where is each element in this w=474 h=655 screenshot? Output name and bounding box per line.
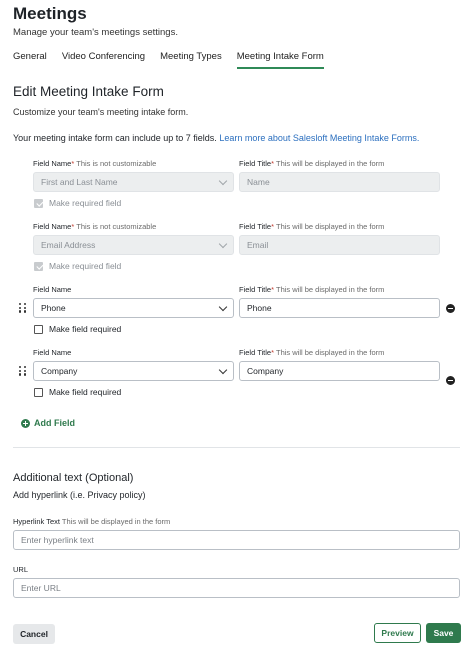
drag-handle-icon[interactable]	[19, 303, 27, 313]
field-title-label: Field Title* This will be displayed in the form	[239, 348, 385, 357]
chevron-down-icon	[219, 239, 227, 247]
field-name-label: Field Name* This is not customizable	[33, 159, 157, 168]
field-name-value: Company	[41, 366, 78, 376]
hyperlink-text-label: Hyperlink Text This will be displayed in the form	[13, 517, 171, 526]
url-label: URL	[13, 565, 29, 574]
additional-text-title: Additional text (Optional)	[13, 472, 134, 484]
page-title: Meetings	[13, 4, 87, 23]
preview-button[interactable]: Preview	[374, 623, 421, 643]
field-title-label: Field Title* This will be displayed in the form	[239, 285, 385, 294]
field-title-label: Field Title* This will be displayed in the form	[239, 159, 385, 168]
save-button[interactable]: Save	[426, 623, 461, 643]
form-title: Edit Meeting Intake Form	[13, 84, 164, 99]
field-title-input: Name	[239, 172, 440, 192]
field-name-label: Field Name* This is not customizable	[33, 222, 157, 231]
field-name-label: Field Name	[33, 285, 72, 294]
field-name-value: Email Address	[41, 240, 96, 250]
field-name-select[interactable]	[33, 361, 234, 381]
settings-tabs	[13, 51, 339, 69]
remove-field-icon[interactable]	[446, 304, 455, 313]
field-title-input: Email	[239, 235, 440, 255]
field-title-label: Field Title* This will be displayed in the form	[239, 222, 385, 231]
tab-video-conferencing[interactable]: Video Conferencing	[61, 51, 146, 62]
cancel-button[interactable]: Cancel	[13, 624, 55, 644]
checkbox-icon[interactable]	[34, 388, 43, 397]
field-limit-info	[13, 133, 419, 143]
make-required-checkbox[interactable]: Make field required	[34, 387, 121, 397]
remove-field-icon[interactable]	[446, 376, 455, 385]
field-title-input[interactable]: Phone	[239, 298, 440, 318]
field-title-input[interactable]: Company	[239, 361, 440, 381]
additional-text-subtitle: Add hyperlink (i.e. Privacy policy)	[13, 490, 146, 500]
field-name-select	[33, 235, 234, 255]
make-required-checkbox[interactable]: Make field required	[34, 324, 121, 334]
form-description: Customize your team's meeting intake form.	[13, 107, 189, 117]
field-name-select[interactable]	[33, 298, 234, 318]
url-input[interactable]: Enter URL	[13, 578, 460, 598]
chevron-down-icon	[219, 176, 227, 184]
checkbox-checked-icon	[34, 262, 43, 271]
section-divider	[13, 447, 460, 448]
field-name-value: First and Last Name	[41, 177, 118, 187]
make-required-checkbox: Make required field	[34, 198, 121, 208]
learn-more-link[interactable]: Learn more about Salesloft Meeting Intake Forms.	[219, 133, 420, 143]
field-name-value: Phone	[41, 303, 66, 313]
checkbox-icon[interactable]	[34, 325, 43, 334]
tab-meeting-intake-form[interactable]: Meeting Intake Form	[237, 51, 324, 69]
field-limit-text: Your meeting intake form can include up to 7 fields.	[13, 133, 217, 143]
checkbox-checked-icon	[34, 199, 43, 208]
drag-handle-icon[interactable]	[19, 366, 27, 376]
make-required-checkbox: Make required field	[34, 261, 121, 271]
add-field-button[interactable]: Add Field	[21, 418, 75, 428]
tab-general[interactable]: General	[13, 51, 47, 62]
plus-circle-icon	[21, 419, 30, 428]
tab-meeting-types[interactable]: Meeting Types	[160, 51, 222, 62]
field-name-select	[33, 172, 234, 192]
hyperlink-text-input[interactable]: Enter hyperlink text	[13, 530, 460, 550]
page-subtitle: Manage your team's meetings settings.	[13, 27, 178, 38]
chevron-down-icon	[219, 302, 227, 310]
chevron-down-icon	[219, 365, 227, 373]
field-name-label: Field Name	[33, 348, 72, 357]
